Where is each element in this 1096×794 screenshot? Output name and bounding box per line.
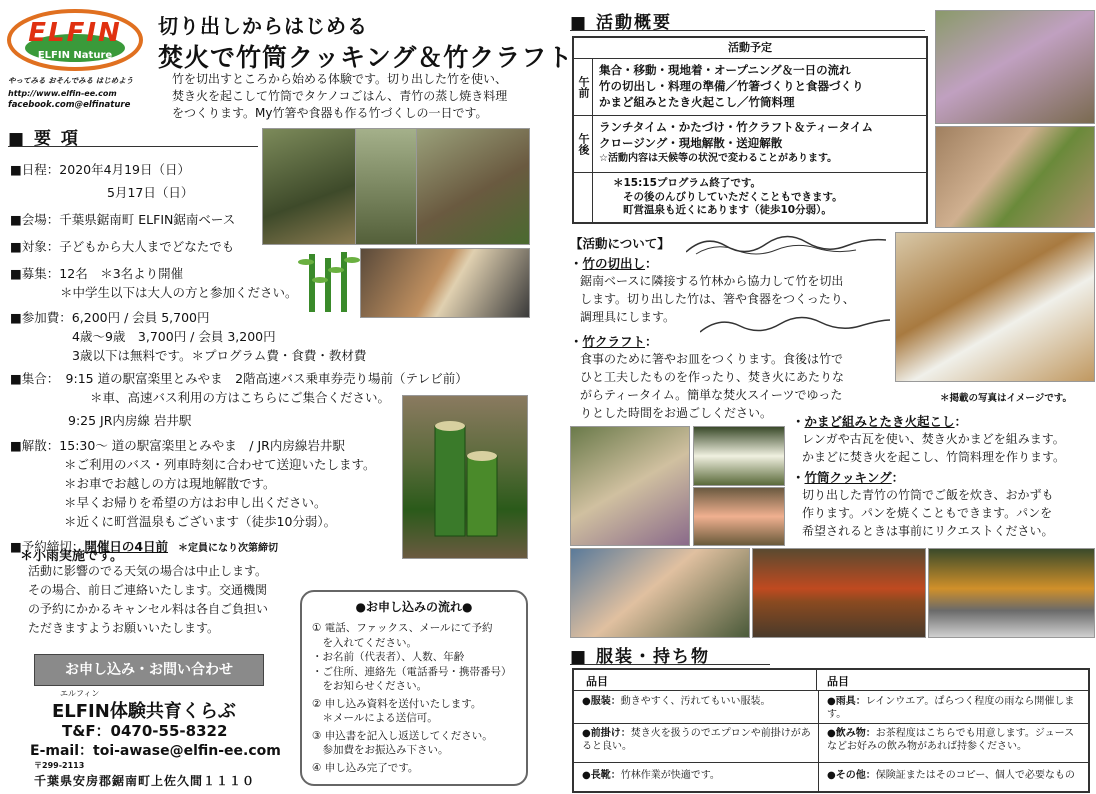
flow-step: をお知らせください。 <box>312 680 428 692</box>
kids-grilling-photo <box>570 548 750 638</box>
items-col-header: 品目 <box>574 670 817 690</box>
pm-content <box>593 116 873 172</box>
dismissal-note: ＊早くお帰りを希望の方はお申し出ください。 <box>64 495 327 510</box>
logo-facebook[interactable]: facebook.com@elfinature <box>8 100 131 110</box>
schedule-date: ■日程：2020年4月19日（日） <box>10 162 190 177</box>
item-label: ●前掛け： <box>582 728 631 739</box>
end-line: ＊15:15プログラム終了です。 <box>613 177 761 189</box>
fee: ■参加費：6,200円 / 会員 5,700円 <box>10 310 210 325</box>
item-text: 竹林作業が快適です。 <box>620 770 720 781</box>
about-cooking <box>792 468 1092 540</box>
katsudou-heading: ■ 活動概要 <box>570 13 672 33</box>
rain-line: その場合、前日ご連絡いたします。交通機関 <box>28 583 268 597</box>
bamboo-dish-photo <box>895 232 1095 382</box>
wave-ornament <box>686 232 886 256</box>
about-line: 希望されるときは事前にリクエストください。 <box>802 524 1054 538</box>
kids-cooking-photo <box>416 128 530 245</box>
pm-line: クロージング・現地解散・送迎解散 <box>599 136 783 150</box>
about-line: します。切り出した竹は、箸や食器をつくったり、 <box>580 292 855 306</box>
bamboo-cups-photo <box>402 395 528 559</box>
about-title-text: 竹筒クッキング <box>804 470 892 485</box>
dismissal-note: ＊近くに町営温泉もございます（徒歩10分弱）。 <box>64 514 337 529</box>
fee-child: 4歳〜9歳 3,700円 / 会員 3,200円 <box>72 329 276 344</box>
bamboo-chopsticks-photo <box>935 126 1095 228</box>
about-body <box>570 272 890 326</box>
flow-step: ④ 申し込み完了です。 <box>312 761 419 774</box>
rain-line: ただきますようお願いいたします。 <box>28 621 220 635</box>
divider <box>570 664 770 665</box>
capacity: ■募集：12名 ＊3名より開催 <box>10 266 184 281</box>
item-label: ●長靴： <box>582 770 621 781</box>
divider <box>8 146 258 147</box>
bamboo-stew-photo <box>752 548 926 638</box>
about-craft <box>570 332 890 422</box>
schedule-table-header: 活動予定 <box>574 38 926 59</box>
dismissal-note: ＊お車でお越しの方は現地解散です。 <box>64 476 276 491</box>
about-title: ・竹クラフト： <box>570 334 658 349</box>
contact-email[interactable]: E-mail：toi-awase@elfin-ee.com <box>30 743 281 759</box>
deadline-value: 開催日の4日前 <box>84 539 169 554</box>
end-content <box>593 173 843 223</box>
flow-step: ・お名前（代表者）、人数、年齢 <box>312 651 465 663</box>
am-line: かまど組みとたき火起こし／竹筒料理 <box>599 95 795 109</box>
about-heading: 【活動について】 <box>570 236 670 251</box>
capacity-note: ＊中学生以下は大人の方と参加ください。 <box>60 285 298 300</box>
am-row <box>574 59 926 116</box>
dismissal: ■解散：15:30〜 道の駅富楽里とみやま / JR内房線岩井駅 <box>10 438 345 453</box>
about-line: 食事のために箸やお皿をつくります。食後は竹で <box>580 352 844 366</box>
about-title-text: 竹クラフト <box>582 334 646 349</box>
bamboo-forest-photo <box>355 128 417 245</box>
about-line: りとした時間をお過ごしください。 <box>580 406 773 420</box>
title-line2: 焚火で竹筒クッキング＆竹クラフト <box>158 43 574 72</box>
target: ■対象：子どもから大人までどなたでも <box>10 239 235 254</box>
meeting-note: ＊車、高速バス利用の方はこちらにご集合ください。 <box>90 390 391 405</box>
fee-infant: 3歳以下は無料です。＊プログラム費・食費・教材費 <box>72 348 367 363</box>
item-text: 焚き火を扱うのでエプロンや前掛けがあると良い。 <box>582 728 811 752</box>
about-line: 鋸南ベースに隣接する竹林から協力して竹を切出 <box>580 274 844 288</box>
flow-step: ③ 申込書を記入し返送してください。 <box>312 729 493 742</box>
about-title: ・かまど組みとたき火起こし： <box>792 414 968 429</box>
about-line: がらティータイム。簡単な焚火スイーツでゆった <box>580 388 843 402</box>
pm-label: 午後 <box>574 116 593 172</box>
items-header-row <box>574 670 1088 691</box>
item-label: ●服装： <box>582 696 621 707</box>
flow-step: 参加費をお振込み下さい。 <box>312 744 449 756</box>
meeting-2: 9:25 JR内房線 岩井駅 <box>68 413 192 428</box>
title-line1: 切り出しからはじめる <box>158 14 368 38</box>
logo-tagline: やってみる おそんでみる はじめよう <box>8 76 134 85</box>
deadline-label: ■予約締切： <box>10 539 85 554</box>
about-body <box>792 486 1092 540</box>
org-ruby: エルフィン <box>60 689 100 698</box>
intro-line: 竹を切出すところから始める体験です。切り出した竹を使い、 <box>172 72 508 86</box>
bamboo-fish-photo <box>693 487 785 546</box>
logo-url[interactable]: http://www.elfin-ee.com <box>8 89 117 98</box>
flow-step: ① 電話、ファックス、メールにて予約 <box>312 622 493 634</box>
about-line: 切り出した青竹の竹筒でご飯を炊き、おかずも <box>802 488 1054 502</box>
end-line: 町営温泉も近くにあります（徒歩10分弱）。 <box>623 204 832 216</box>
item-text: 保険証またはそのコピー、個人で必要なもの <box>875 770 1075 781</box>
items-row <box>574 691 1088 724</box>
logo-sub: ELFIN Nature <box>37 50 113 61</box>
intro-line: 焚き火を起こして竹筒でタケノコごはん、青竹の蒸し焼き料理 <box>172 89 508 103</box>
about-title-text: かまど組みとたき火起こし <box>804 414 955 429</box>
divider <box>570 30 925 31</box>
bamboo-illustration <box>298 250 360 314</box>
item-text: レインウエア。ぱらつく程度の雨なら開催します。 <box>827 696 1075 720</box>
youkou-heading: ■ 要 項 <box>8 129 80 149</box>
contact-zip: 〒299-2113 <box>34 761 85 770</box>
logo-name: ELFIN <box>28 18 122 48</box>
item-text: お茶程度はこちらでも用意します。ジュースなどお好みの飲み物があれば持参ください。 <box>827 728 1075 752</box>
about-cutting <box>570 254 890 326</box>
am-line: 集合・移動・現地着・オープニング＆一日の流れ <box>599 63 851 77</box>
rain-heading: ＊小雨実施です。 <box>20 549 123 564</box>
rain-text <box>28 562 268 638</box>
flow-step: ＊メールによる送信可。 <box>312 712 438 724</box>
deadline-note: ＊定員になり次第締切 <box>178 543 278 554</box>
end-row <box>574 173 926 223</box>
bamboo-icon <box>298 250 360 314</box>
photo-note: ＊掲載の写真はイメージです。 <box>940 393 1072 404</box>
fire-cooking-photo <box>360 248 530 318</box>
bamboo-cup-icon <box>403 396 527 558</box>
pm-row <box>574 116 926 173</box>
am-label: 午前 <box>574 59 593 115</box>
venue: ■会場：千葉県鋸南町 ELFIN鋸南ベース <box>10 212 236 227</box>
about-line: 調理具にします。 <box>580 310 676 324</box>
flow-step: ・ご住所、連絡先（電話番号・携帯番号） <box>312 665 512 678</box>
rain-line: の予約にかかるキャンセル料は各自ご負担い <box>28 602 269 616</box>
items-table <box>572 668 1090 793</box>
bamboo-rice-photo <box>693 426 785 486</box>
about-kamado <box>792 412 1092 466</box>
item-label: ●雨具： <box>827 696 866 707</box>
flow-step: ② 申し込み資料を送付いたします。 <box>312 697 482 710</box>
contact-tel[interactable]: T&F：0470-55-8322 <box>62 722 228 740</box>
about-line: ひと工夫したものを作ったり、焚き火にあたりな <box>580 370 845 384</box>
schedule-date-2: 5月17日（日） <box>107 185 194 200</box>
flow-box <box>300 590 528 786</box>
pm-line: ランチタイム・かたづけ・竹クラフト＆ティータイム <box>599 120 874 134</box>
am-line: 竹の切出し・料理の準備／竹箸づくりと食器づくり <box>599 79 864 93</box>
intro-line: をつくります。My竹箸や食器も作る竹づくしの一日です。 <box>172 106 488 120</box>
about-line: かまどに焚き火を起こし、竹筒料理を作ります。 <box>802 450 1066 464</box>
about-title-text: 竹の切出し <box>582 256 646 271</box>
about-line: レンガや古瓦を使い、焚き火かまどを組みます。 <box>802 432 1065 446</box>
bamboo-cutting-photo <box>262 128 356 245</box>
rain-line: 活動に影響のでる天気の場合は中止します。 <box>28 564 268 578</box>
pm-line: ☆活動内容は天候等の状況で変わることがあります。 <box>599 153 838 164</box>
fukusou-heading: ■ 服装・持ち物 <box>570 647 710 667</box>
am-content <box>593 59 864 115</box>
items-row <box>574 763 1088 791</box>
schedule-table <box>572 36 928 224</box>
contact-button[interactable]: お申し込み・お問い合わせ <box>34 654 264 686</box>
item-label: ●飲み物： <box>827 728 876 739</box>
about-title: ・竹の切出し： <box>570 256 658 271</box>
flow-step: を入れてください。 <box>312 636 417 649</box>
about-line: 作ります。パンを焼くこともできます。パンを <box>802 506 1053 520</box>
logo <box>6 8 144 72</box>
intro-text <box>172 71 507 122</box>
girl-crafting-photo <box>935 10 1095 124</box>
items-row <box>574 724 1088 763</box>
about-title: ・竹筒クッキング： <box>792 470 905 485</box>
meeting: ■集合： 9:15 道の駅富楽里とみやま 2階高速バス乗車券売り場前（テレビ前） <box>10 371 468 386</box>
dismissal-note: ＊ご利用のバス・列車時刻に合わせて送迎いたします。 <box>64 457 376 472</box>
flow-heading: ●お申し込みの流れ● <box>355 600 473 614</box>
contact-address: 千葉県安房郡鋸南町上佐久間１１１０ <box>34 774 256 788</box>
item-text: 動きやすく、汚れてもいい服装。 <box>620 696 771 707</box>
flow-steps <box>312 621 526 775</box>
end-line: その後のんびりしていただくこともできます。 <box>623 190 843 203</box>
bamboo-bread-photo <box>928 548 1095 638</box>
items-col-header: 品目 <box>827 675 849 688</box>
item-label: ●その他： <box>827 770 876 781</box>
org-name: ELFIN体験共育くらぶ <box>52 701 236 722</box>
family-photo <box>570 426 690 546</box>
about-body <box>792 430 1092 466</box>
